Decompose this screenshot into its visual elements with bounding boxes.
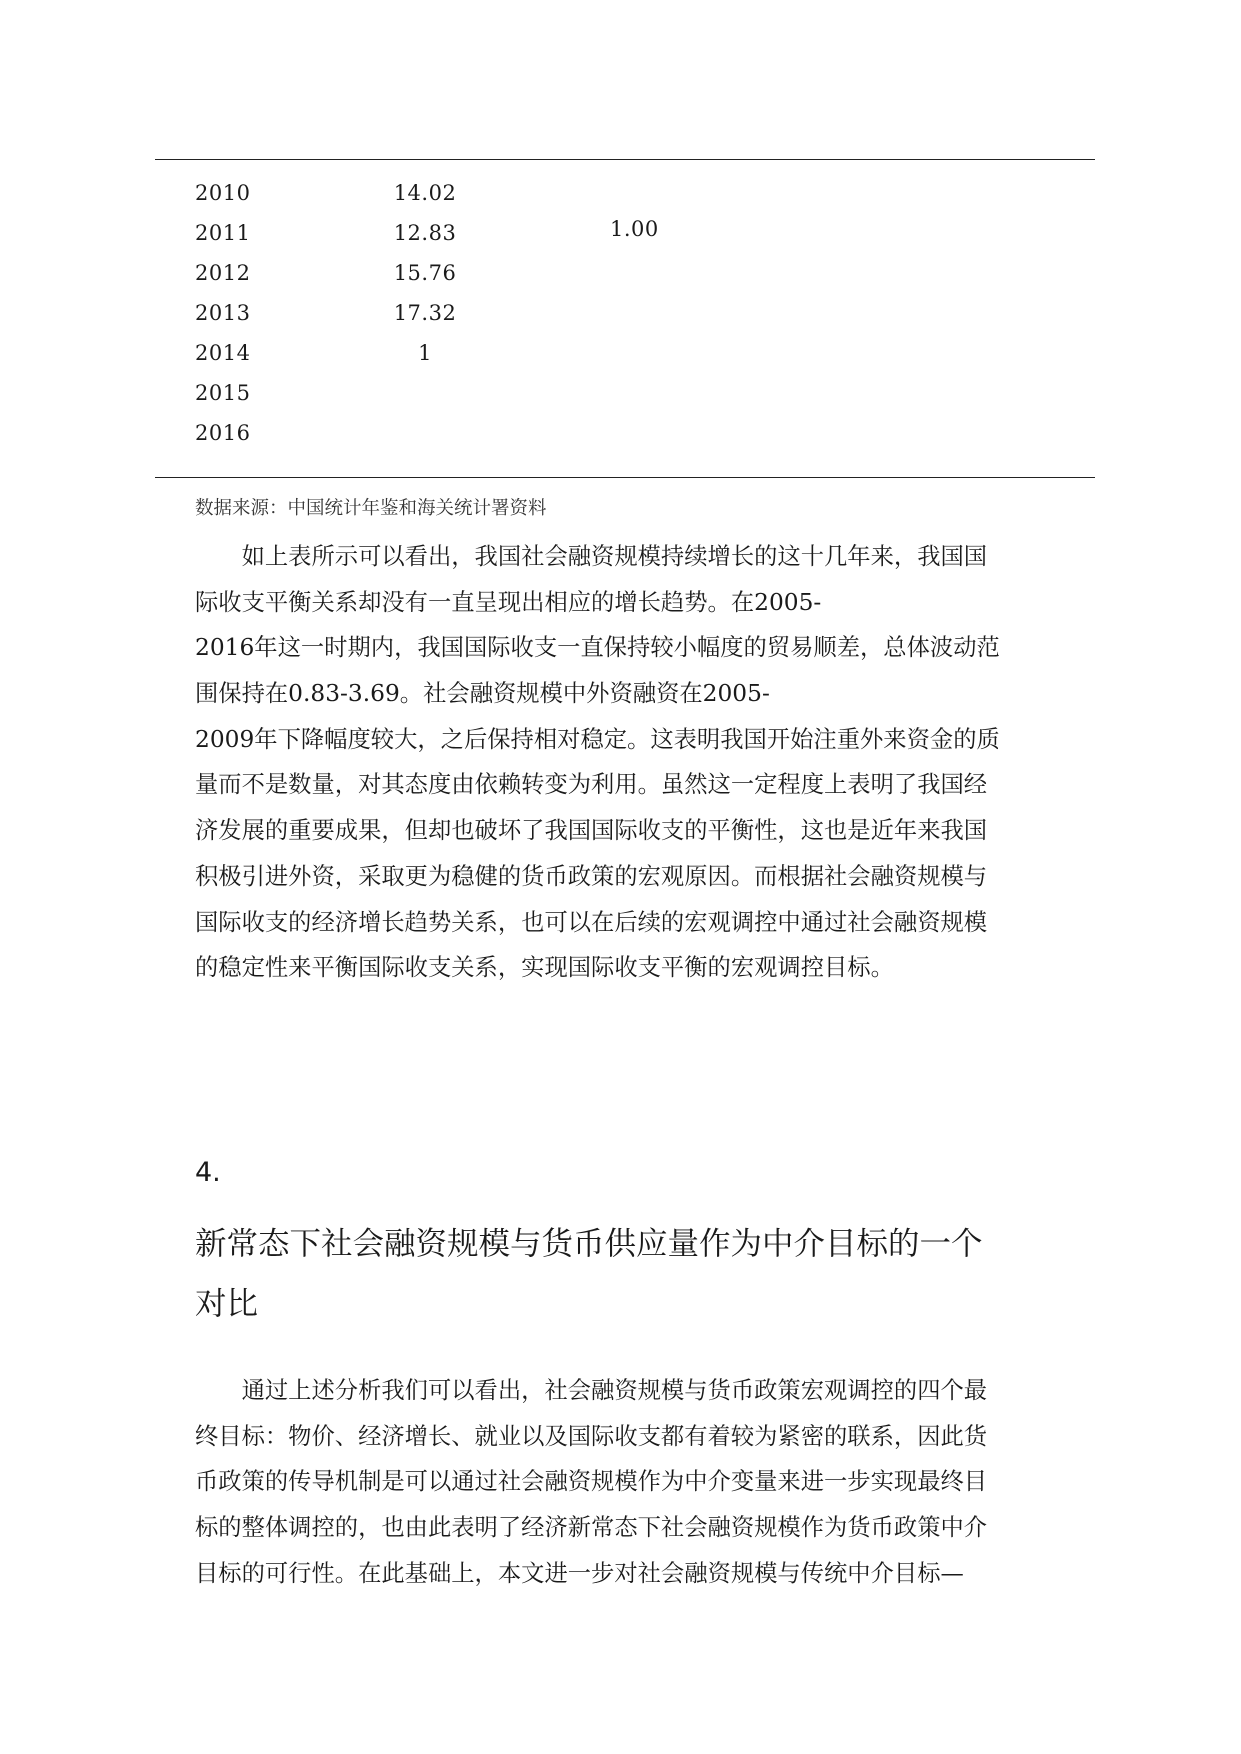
paragraph-line: 2016年这一时期内，我国国际收支一直保持较小幅度的贸易顺差，总体波动范: [195, 634, 1000, 662]
paragraph-line: 围保持在0.83-3.69。社会融资规模中外资融资在2005-: [195, 680, 770, 708]
paragraph-line: 目标的可行性。在此基础上，本文进一步对社会融资规模与传统中介目标—: [195, 1559, 964, 1587]
table-cell-year: 2015: [195, 381, 251, 405]
paragraph-line: 2009年下降幅度较大，之后保持相对稳定。这表明我国开始注重外来资金的质: [195, 725, 1000, 753]
paragraph-line: 际收支平衡关系却没有一直呈现出相应的增长趋势。在2005-: [195, 588, 822, 616]
body-paragraph-1: [195, 534, 1075, 991]
table-cell-year: 2011: [195, 221, 251, 245]
paragraph-line: 如上表所示可以看出，我国社会融资规模持续增长的这十几年来，我国国: [195, 543, 988, 570]
section-number: 4.: [195, 1157, 221, 1188]
table-bottom-rule: [155, 477, 1095, 478]
table-cell-year: 2013: [195, 301, 251, 325]
table-cell-value: 1: [418, 341, 432, 365]
table-cell-year: 2012: [195, 261, 251, 285]
body-paragraph-2: [195, 1368, 1075, 1596]
section-title: [195, 1214, 1075, 1334]
table-cell-value: 17.32: [393, 301, 457, 325]
paragraph-line: 通过上述分析我们可以看出，社会融资规模与货币政策宏观调控的四个最: [195, 1377, 988, 1404]
table-cell-ratio: 1.00: [610, 217, 659, 241]
paragraph-line: 的稳定性来平衡国际收支关系，实现国际收支平衡的宏观调控目标。: [195, 954, 894, 982]
paragraph-line: 标的整体调控的，也由此表明了经济新常态下社会融资规模作为货币政策中介: [195, 1514, 988, 1542]
paragraph-line: 终目标：物价、经济增长、就业以及国际收支都有着较为紧密的联系，因此货: [195, 1422, 988, 1450]
paragraph-line: 积极引进外资，采取更为稳健的货币政策的宏观原因。而根据社会融资规模与: [195, 862, 988, 890]
paragraph-line: 币政策的传导机制是可以通过社会融资规模作为中介变量来进一步实现最终目: [195, 1468, 988, 1496]
paragraph-line: 国际收支的经济增长趋势关系，也可以在后续的宏观调控中通过社会融资规模: [195, 908, 988, 936]
table-cell-year: 2010: [195, 181, 251, 205]
table-cell-year: 2014: [195, 341, 251, 365]
table-top-rule: [155, 159, 1095, 160]
paragraph-line: 济发展的重要成果，但却也破坏了我国国际收支的平衡性，这也是近年来我国: [195, 817, 988, 845]
table-cell-value: 15.76: [393, 261, 457, 285]
table-cell-year: 2016: [195, 421, 251, 445]
paragraph-line: 量而不是数量，对其态度由依赖转变为利用。虽然这一定程度上表明了我国经: [195, 771, 988, 799]
table-cell-value: 12.83: [393, 221, 457, 245]
source-note: 数据来源：中国统计年鉴和海关统计署资料: [195, 498, 547, 519]
section-title-line: 对比: [195, 1286, 259, 1322]
table-cell-value: 14.02: [393, 181, 457, 205]
section-title-line: 新常态下社会融资规模与货币供应量作为中介目标的一个: [195, 1226, 983, 1262]
